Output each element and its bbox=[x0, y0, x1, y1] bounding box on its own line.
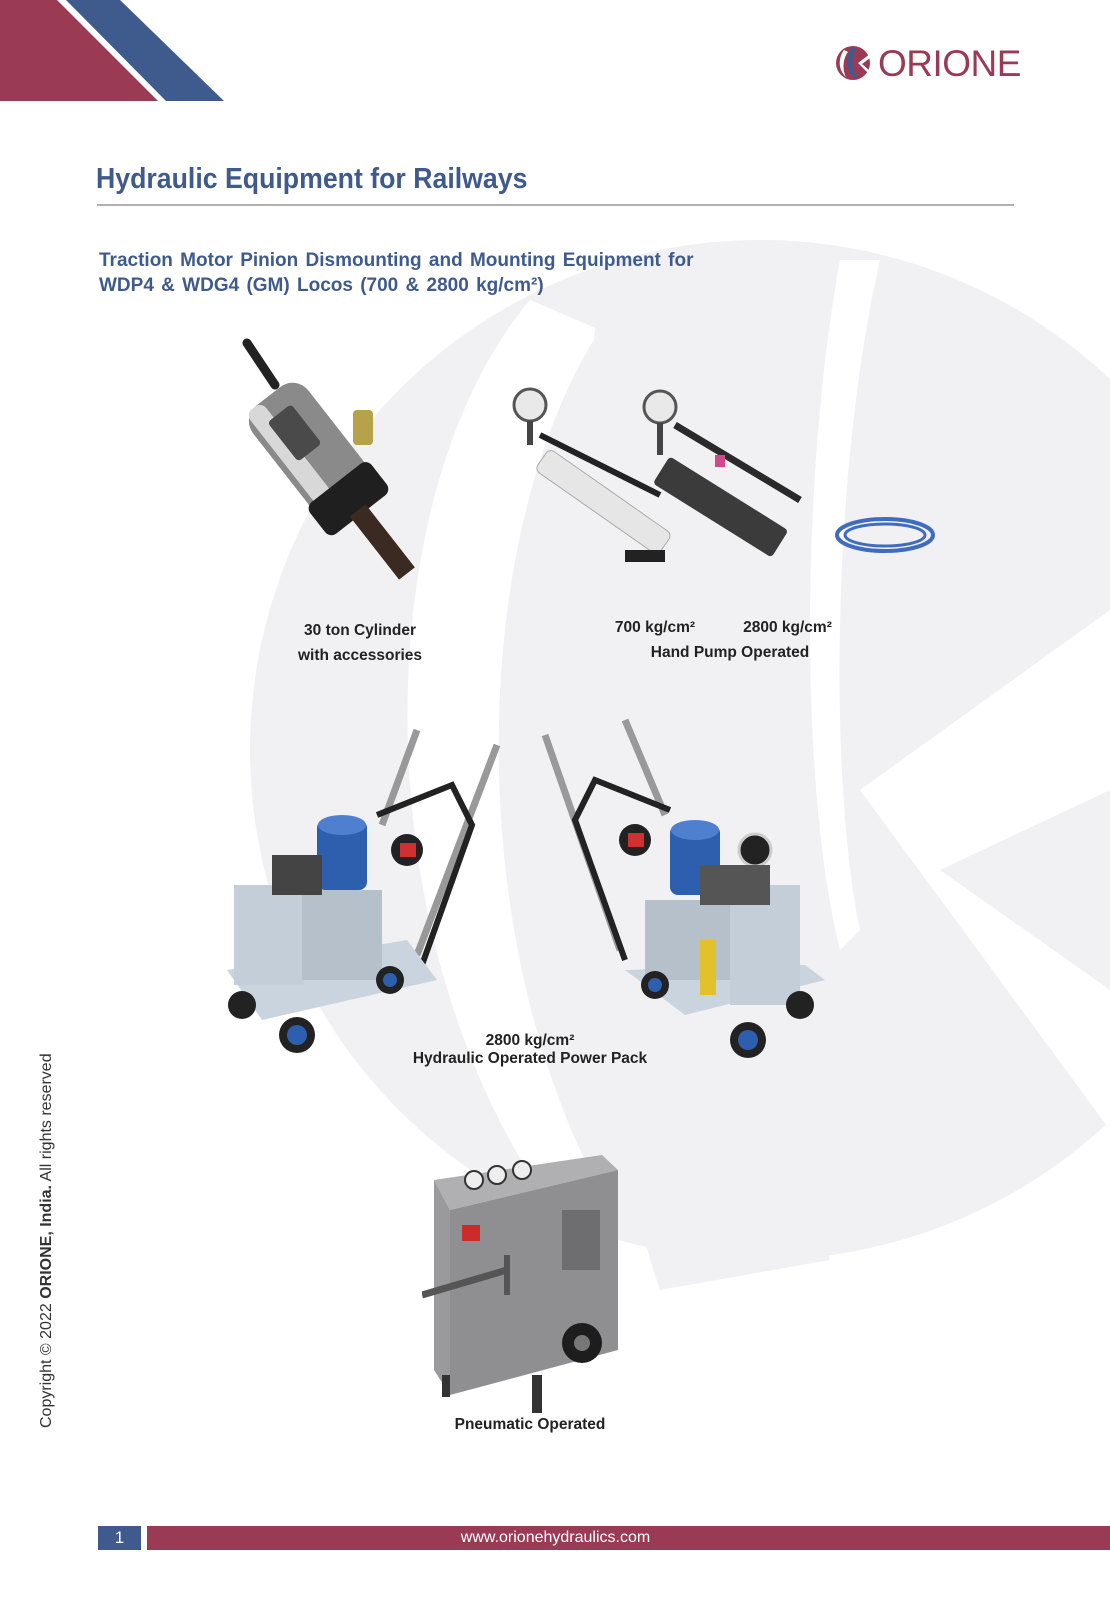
power-pack-caption bbox=[390, 1032, 670, 1068]
cylinder-caption-line-1: 30 ton Cylinder bbox=[304, 622, 416, 639]
orione-logo bbox=[834, 44, 1021, 82]
cylinder-caption-line-2: with accessories bbox=[297, 647, 423, 664]
hand-pump-caption: Hand Pump Operated bbox=[650, 644, 810, 661]
hand-pumps-image bbox=[510, 385, 950, 585]
copyright-notice bbox=[38, 1053, 56, 1428]
subtitle-line-1: Traction Motor Pinion Dismounting and Mounting Equipment for bbox=[99, 250, 694, 271]
hand-pump-pressure-700: 700 kg/cm² bbox=[614, 619, 696, 636]
subtitle-line-2: WDP4 & WDG4 (GM) Locos (700 & 2800 kg/cm²) bbox=[99, 275, 544, 296]
hand-pump-pressure-2800: 2800 kg/cm² bbox=[743, 619, 832, 636]
orione-logo-icon bbox=[834, 44, 872, 82]
power-pack-pressure: 2800 kg/cm² bbox=[485, 1032, 575, 1049]
corner-decoration bbox=[0, 0, 230, 101]
copyright-prefix: Copyright © 2022 bbox=[38, 1303, 55, 1428]
page-number: 1 bbox=[98, 1526, 141, 1550]
pneumatic-caption: Pneumatic Operated bbox=[454, 1416, 606, 1433]
brand-name: ORIONE bbox=[878, 42, 1021, 84]
title-divider bbox=[97, 204, 1014, 206]
cylinder-image bbox=[235, 335, 445, 605]
cylinder-caption bbox=[280, 618, 440, 668]
power-pack-left-image bbox=[222, 725, 512, 1070]
power-pack-label: Hydraulic Operated Power Pack bbox=[412, 1050, 648, 1067]
page-title: Hydraulic Equipment for Railways bbox=[96, 163, 528, 195]
footer-url-link[interactable]: www.orionehydraulics.com bbox=[460, 1529, 651, 1546]
power-pack-right-image bbox=[535, 715, 830, 1065]
copyright-brand: ORIONE, India. bbox=[38, 1185, 55, 1299]
pneumatic-unit-image bbox=[422, 1135, 632, 1420]
copyright-suffix: All rights reserved bbox=[38, 1053, 55, 1182]
section-subtitle bbox=[99, 248, 739, 298]
